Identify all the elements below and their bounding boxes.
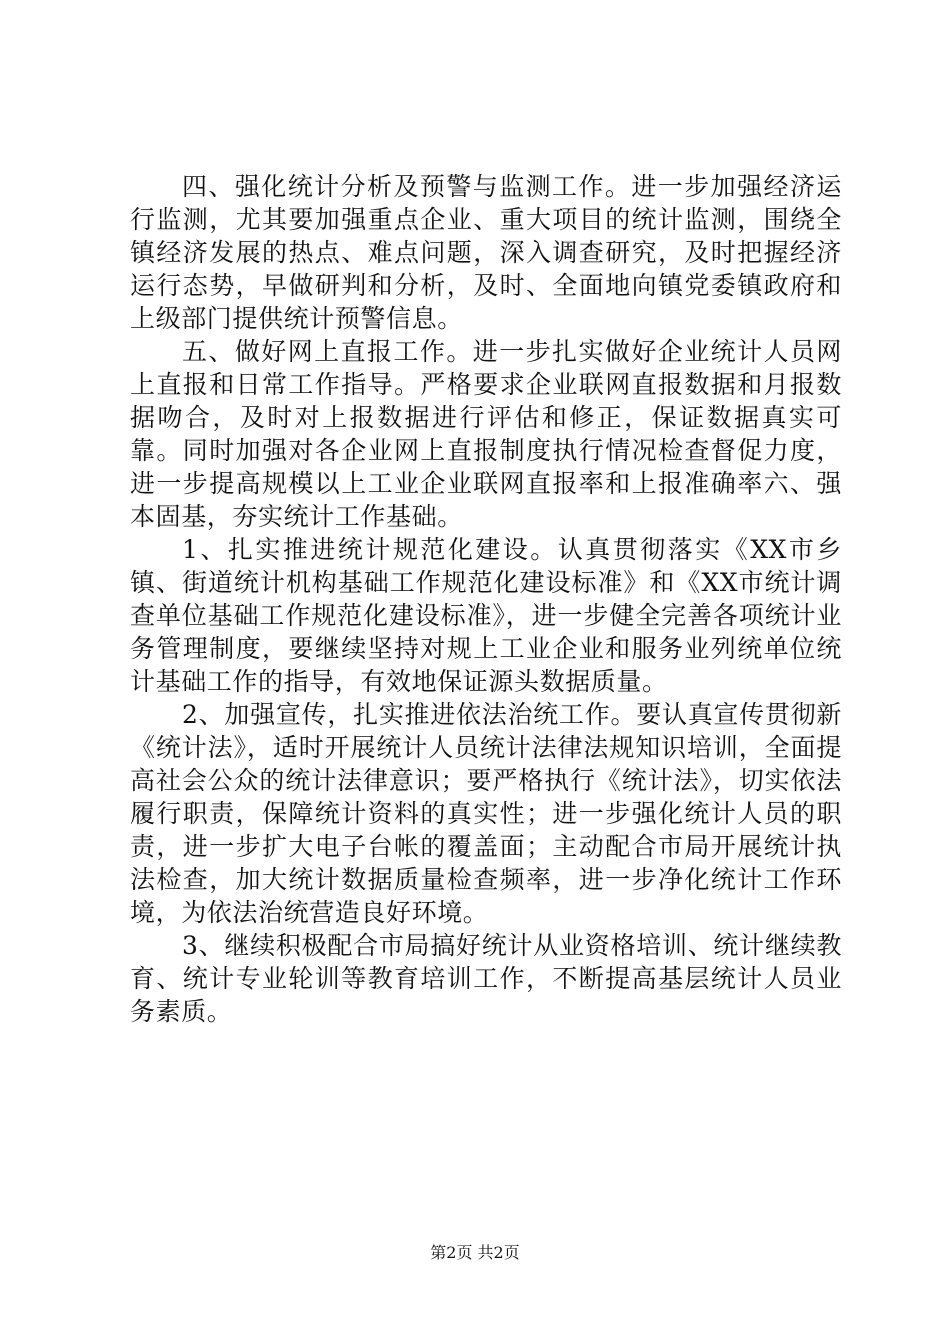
paragraph-strengthen-analysis: 四、强化统计分析及预警与监测工作。进一步加强经济运行监测，尤其要加强重点企业、重大项目的统计监测，围绕全镇经济发展的热点、难点问题，深入调查研究，及时把握经济运行态势，早做研判和分析，及时、全面地向镇党委镇政府和上级部门提供统计预警信息。 <box>130 172 842 333</box>
paragraph-online-reporting: 五、做好网上直报工作。进一步扎实做好企业统计人员网上直报和日常工作指导。严格要求企业联网直报数据和月报数据吻合，及时对上报数据进行评估和修正，保证数据真实可靠。同时加强对各企业网上直报制度执行情况检查督促力度，进一步提高规模以上工业企业联网直报率和上报准确率六、强本固基，夯实统计工作基础。 <box>130 337 842 531</box>
document-body <box>130 170 842 1028</box>
paragraph-standardization: 1、扎实推进统计规范化建设。认真贯彻落实《XX市乡镇、街道统计机构基础工作规范化建设标准》和《XX市统计调查单位基础工作规范化建设标准》，进一步健全完善各项统计业务管理制度，要继续坚持对规上工业企业和服务业列统单位统计基础工作的指导，有效地保证源头数据质量。 <box>130 535 842 696</box>
page-number-footer: 第2页 共2页 <box>430 1243 520 1262</box>
paragraph-rule-of-law: 2、加强宣传，扎实推进依法治统工作。要认真宣传贯彻新《统计法》，适时开展统计人员统计法律法规知识培训，全面提高社会公众的统计法律意识；要严格执行《统计法》，切实依法履行职责，保障统计资料的真实性；进一步强化统计人员的职责，进一步扩大电子台帐的覆盖面；主动配合市局开展统计执法检查，加大统计数据质量检查频率，进一步净化统计工作环境，为依法治统营造良好环境。 <box>130 700 842 927</box>
paragraph-training: 3、继续积极配合市局搞好统计从业资格培训、统计继续教育、统计专业轮训等教育培训工作，不断提高基层统计人员业务素质。 <box>130 931 842 1026</box>
